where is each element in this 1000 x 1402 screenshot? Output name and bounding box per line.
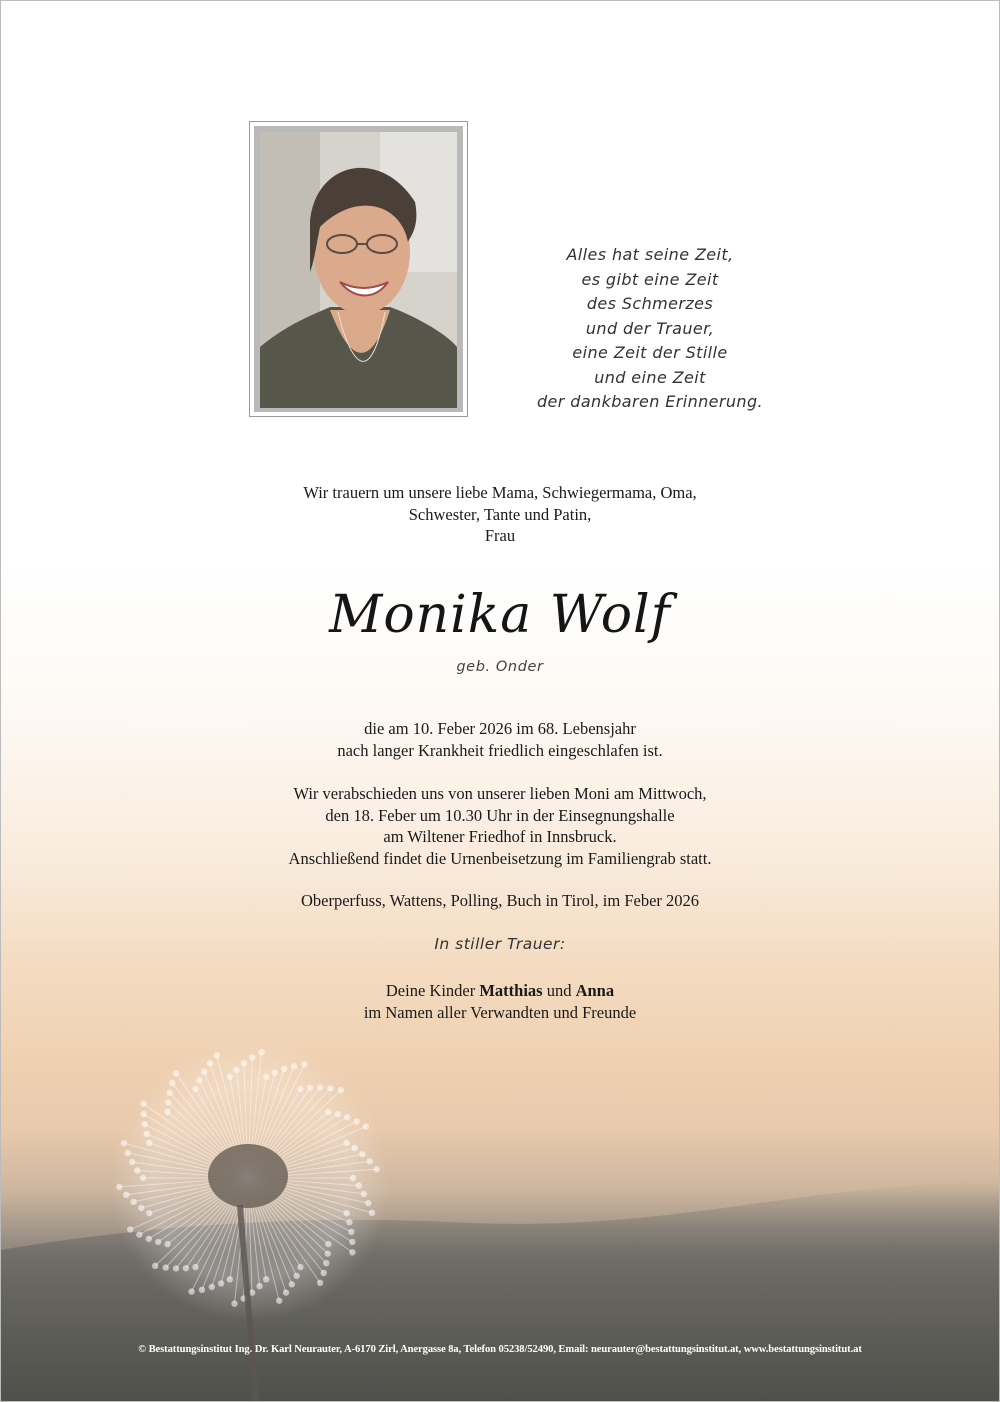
dandelion-seed-tip xyxy=(301,1061,307,1067)
dandelion-seed-tip xyxy=(353,1118,359,1124)
service-line: Wir verabschieden uns von unserer lieben Moni am Mittwoch, xyxy=(293,784,707,803)
poem-line: und eine Zeit xyxy=(594,367,706,387)
child-name-1: Matthias xyxy=(479,981,543,1000)
dandelion-seed-tip xyxy=(321,1270,327,1276)
dandelion-seed-tip xyxy=(289,1281,295,1287)
dandelion-seed-tip xyxy=(263,1074,269,1080)
dandelion-seed-tip xyxy=(116,1184,122,1190)
service-line: am Wiltener Friedhof in Innsbruck. xyxy=(383,827,617,846)
dandelion-seed-tip xyxy=(317,1084,323,1090)
dandelion-seed-tip xyxy=(348,1229,354,1235)
dandelion-seed-tip xyxy=(152,1263,158,1269)
dandelion-seed-tip xyxy=(327,1085,333,1091)
dandelion-seed-tip xyxy=(146,1236,152,1242)
dandelion-seed-tip xyxy=(199,1287,205,1293)
dandelion-seed-tip xyxy=(142,1121,148,1127)
poem-line: der dankbaren Erinnerung. xyxy=(537,392,763,411)
dandelion-seed-tip xyxy=(188,1288,194,1294)
family-line-1 xyxy=(0,980,1000,1002)
dandelion-seed-tip xyxy=(272,1069,278,1075)
birth-name: geb. Onder xyxy=(456,659,544,675)
dandelion-seed-tip xyxy=(323,1260,329,1266)
mourning-heading: In stiller Trauer: xyxy=(434,935,566,953)
dandelion-seed-tip xyxy=(349,1239,355,1245)
dandelion-seed-tip xyxy=(164,1109,170,1115)
dandelion-seed-tip xyxy=(183,1265,189,1271)
dandelion-seed-tip xyxy=(141,1111,147,1117)
dandelion-seed-tip xyxy=(283,1289,289,1295)
dandelion-seed-tip xyxy=(307,1085,313,1091)
dandelion-seed-tip xyxy=(146,1140,152,1146)
poem-line: Alles hat seine Zeit, xyxy=(566,245,734,264)
dandelion-seed-tip xyxy=(325,1109,331,1115)
dandelion-seed-tip xyxy=(127,1226,133,1232)
dandelion-seed-tip xyxy=(214,1052,220,1058)
dandelion-seed-tip xyxy=(201,1069,207,1075)
dandelion-seed-tip xyxy=(165,1099,171,1105)
dandelion-seed-tip xyxy=(367,1158,373,1164)
portrait-mat xyxy=(254,126,463,412)
family-and: und xyxy=(546,981,572,1000)
dandelion-seed-tip xyxy=(325,1241,331,1247)
portrait-frame xyxy=(249,121,468,417)
death-line: die am 10. Feber 2026 im 68. Lebensjahr xyxy=(364,719,636,738)
dandelion-seed-tip xyxy=(173,1070,179,1076)
dandelion-seed-tip xyxy=(192,1086,198,1092)
dandelion-seed-tip xyxy=(256,1283,262,1289)
dandelion-seed-tip xyxy=(359,1151,365,1157)
dandelion-seed-tip xyxy=(167,1090,173,1096)
intro-line: Wir trauern um unsere liebe Mama, Schwiegermama, Oma, xyxy=(303,483,697,502)
family-signature xyxy=(0,980,1000,1023)
dandelion-seed-tip xyxy=(209,1284,215,1290)
dandelion-seed-tip xyxy=(281,1066,287,1072)
service-info xyxy=(0,783,1000,869)
dandelion-seed-tip xyxy=(344,1210,350,1216)
poem-line: es gibt eine Zeit xyxy=(581,269,719,289)
dandelion-seed-tip xyxy=(374,1166,380,1172)
dandelion-seed-tip xyxy=(196,1077,202,1083)
dandelion-seed-tip xyxy=(140,1175,146,1181)
dandelion-seed-tip xyxy=(227,1074,233,1080)
intro-line: Schwester, Tante und Patin, xyxy=(408,504,592,524)
dandelion-seed-tip xyxy=(365,1200,371,1206)
dandelion-seed-tip xyxy=(276,1298,282,1304)
portrait-photo xyxy=(260,132,457,408)
dandelion-seed-tip xyxy=(325,1250,331,1256)
dandelion-seed-tip xyxy=(136,1231,142,1237)
service-line: den 18. Feber um 10.30 Uhr in der Einsegnungshalle xyxy=(325,805,675,825)
dandelion-seed-tip xyxy=(233,1067,239,1073)
dandelion-seed-tip xyxy=(218,1280,224,1286)
dandelion-seed-tip xyxy=(258,1049,264,1055)
dandelion-seed-tip xyxy=(130,1199,136,1205)
dandelion-seed-tip xyxy=(155,1239,161,1245)
poem-line: eine Zeit der Stille xyxy=(572,343,728,362)
dandelion-seed-tip xyxy=(249,1054,255,1060)
dandelion-seed-tip xyxy=(164,1241,170,1247)
dandelion-seed-tip xyxy=(146,1210,152,1216)
service-line: Anschließend findet die Urnenbeisetzung im Familiengrab statt. xyxy=(288,848,712,868)
dandelion-seed-tip xyxy=(129,1159,135,1165)
dandelion-seed-tip xyxy=(344,1140,350,1146)
dandelion-seed-tip xyxy=(121,1140,127,1146)
family-line-2: im Namen aller Verwandten und Freunde xyxy=(363,1002,637,1022)
dandelion-seed-tip xyxy=(352,1145,358,1151)
intro-line: Frau xyxy=(484,526,516,545)
dandelion-seed-tip xyxy=(338,1087,344,1093)
dandelion-seed-tip xyxy=(291,1063,297,1069)
dandelion-seed-tip xyxy=(263,1276,269,1282)
dandelion-seed-tip xyxy=(350,1175,356,1181)
dandelion-seed-tip xyxy=(297,1264,303,1270)
dandelion-seed-tip xyxy=(140,1101,146,1107)
dandelion-seed-tip xyxy=(227,1276,233,1282)
dandelion-seed-tip xyxy=(344,1114,350,1120)
places-date: Oberperfuss, Wattens, Polling, Buch in Tirol, im Feber 2026 xyxy=(300,891,700,910)
dandelion-seed-tip xyxy=(125,1150,131,1156)
death-line: nach langer Krankheit friedlich eingeschlafen ist. xyxy=(337,740,663,760)
footer-imprint: © Bestattungsinstitut Ing. Dr. Karl Neurauter, A-6170 Zirl, Anergasse 8a, Telefon 05238/52490, Email: neurauter@bestattungsinstitut.at, www.bestattungsinstitut.at xyxy=(138,1344,862,1355)
intro-text xyxy=(0,482,1000,547)
dandelion-seed-tip xyxy=(356,1182,362,1188)
dandelion-seed-tip xyxy=(297,1086,303,1092)
dandelion-seed-tip xyxy=(317,1280,323,1286)
dandelion-seed-tip xyxy=(361,1191,367,1197)
dandelion-seed-tip xyxy=(335,1111,341,1117)
deceased-name: Monika Wolf xyxy=(329,585,671,645)
dandelion-seed-tip xyxy=(173,1265,179,1271)
dandelion-seed-tip xyxy=(138,1205,144,1211)
dandelion-seed-tip xyxy=(346,1219,352,1225)
poem xyxy=(500,243,800,415)
death-notice xyxy=(0,718,1000,761)
dandelion-seed-tip xyxy=(294,1273,300,1279)
dandelion-seed-tip xyxy=(143,1131,149,1137)
dandelion-seed-tip xyxy=(169,1080,175,1086)
poem-line: des Schmerzes xyxy=(586,294,714,313)
dandelion-seed-tip xyxy=(363,1123,369,1129)
child-name-2: Anna xyxy=(575,981,615,1000)
dandelion-seed-tip xyxy=(123,1192,129,1198)
family-prefix: Deine Kinder xyxy=(385,981,476,1000)
dandelion-seed-tip xyxy=(134,1167,140,1173)
dandelion-seed-tip xyxy=(231,1301,237,1307)
dandelion-seed-tip xyxy=(241,1060,247,1066)
dandelion-seed-tip xyxy=(349,1249,355,1255)
dandelion-seed-tip xyxy=(192,1264,198,1270)
dandelion-seed-tip xyxy=(369,1210,375,1216)
dandelion-seed-tip xyxy=(163,1264,169,1270)
dandelion-seed-tip xyxy=(207,1060,213,1066)
poem-line: und der Trauer, xyxy=(585,318,715,338)
